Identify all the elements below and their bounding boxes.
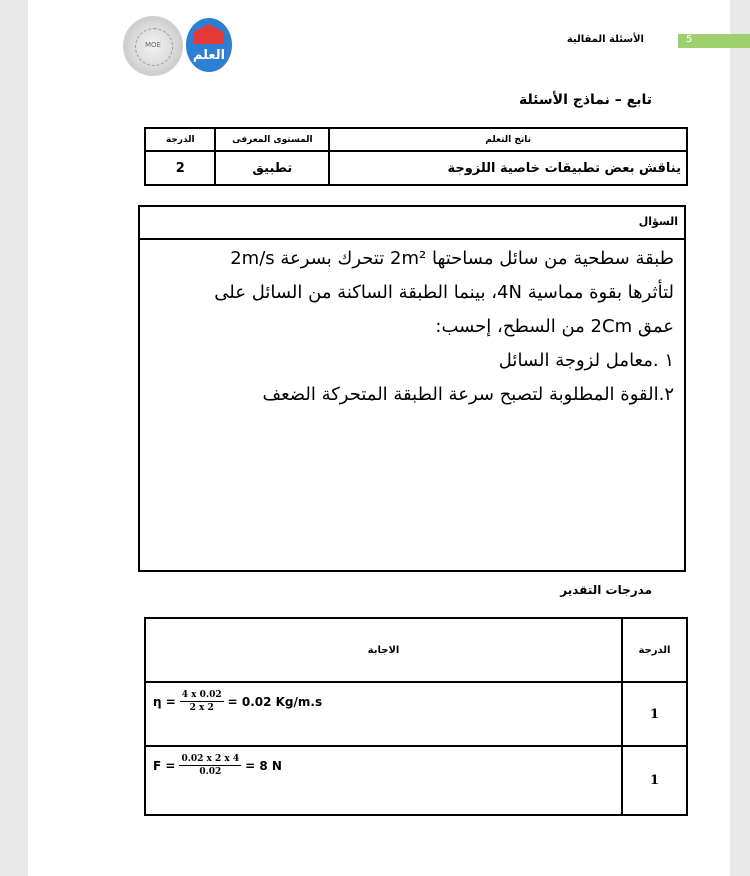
formula-fraction bbox=[179, 754, 241, 777]
fraction-numerator: 0.02 x 2 x 4 bbox=[181, 754, 240, 764]
rubric-title: مدرجات التقدير bbox=[560, 583, 652, 597]
formula-fraction bbox=[180, 690, 224, 713]
grade-header: الدرجة bbox=[145, 128, 215, 151]
answer-grade-header: الدرجة bbox=[622, 618, 687, 682]
page-number-bar bbox=[678, 34, 750, 48]
answer-cell bbox=[145, 682, 622, 746]
question-text bbox=[140, 240, 684, 412]
question-line: عمق 2Cm من السطح، إحسب: bbox=[435, 316, 674, 337]
question-line: طبقة سطحية من سائل مساحتها 2m² تتحرك بسرعة 2m/s bbox=[230, 248, 674, 269]
section-label: الأسئلة المقالية bbox=[566, 34, 644, 45]
fraction-denominator: 2 x 2 bbox=[189, 703, 214, 713]
question-box bbox=[138, 205, 686, 572]
outcome-header: ناتج التعلم bbox=[329, 128, 687, 151]
fraction-numerator: 4 x 0.02 bbox=[181, 690, 222, 700]
formula-lhs: F = bbox=[153, 758, 176, 773]
page-title: تابع – نماذج الأسئلة bbox=[518, 92, 652, 108]
ministry-logo-text: MOE bbox=[145, 41, 161, 49]
formula-lhs: η = bbox=[153, 694, 176, 709]
ministry-logo bbox=[123, 16, 183, 76]
level-header: المستوى المعرفى bbox=[215, 128, 329, 151]
info-table bbox=[144, 127, 688, 186]
force-formula bbox=[147, 748, 620, 783]
formula-result: = 0.02 Kg/m.s bbox=[227, 694, 323, 709]
fraction-denominator: 0.02 bbox=[199, 767, 222, 777]
question-label: السؤال bbox=[140, 207, 684, 240]
outcome-value: يناقش بعض تطبيقات خاصية اللزوجة bbox=[329, 151, 687, 185]
answer-header: الاجابة bbox=[145, 618, 622, 682]
answer-row bbox=[145, 746, 687, 815]
page-number: 5 bbox=[686, 34, 693, 45]
answer-cell bbox=[145, 746, 622, 815]
answer-grade: 1 bbox=[622, 682, 687, 746]
publisher-logo-text: العلم bbox=[192, 48, 226, 63]
book-icon bbox=[194, 24, 224, 44]
answer-table bbox=[144, 617, 688, 816]
formula-result: = 8 N bbox=[245, 758, 282, 773]
question-line: ٢.القوة المطلوبة لتصبح سرعة الطبقة المتحركة الضعف bbox=[262, 384, 674, 405]
question-line: لتأثرها بقوة مماسية 4N، بينما الطبقة الساكنة من السائل على bbox=[214, 282, 674, 303]
grade-value: 2 bbox=[145, 151, 215, 185]
answer-grade: 1 bbox=[622, 746, 687, 815]
publisher-logo bbox=[186, 18, 232, 72]
info-value-row bbox=[145, 151, 687, 185]
info-header-row bbox=[145, 128, 687, 151]
question-line: ١ .معامل لزوجة السائل bbox=[498, 350, 674, 371]
viscosity-formula bbox=[147, 684, 620, 719]
document-page bbox=[28, 0, 730, 876]
level-value: تطبيق bbox=[215, 151, 329, 185]
answer-header-row bbox=[145, 618, 687, 682]
answer-row bbox=[145, 682, 687, 746]
